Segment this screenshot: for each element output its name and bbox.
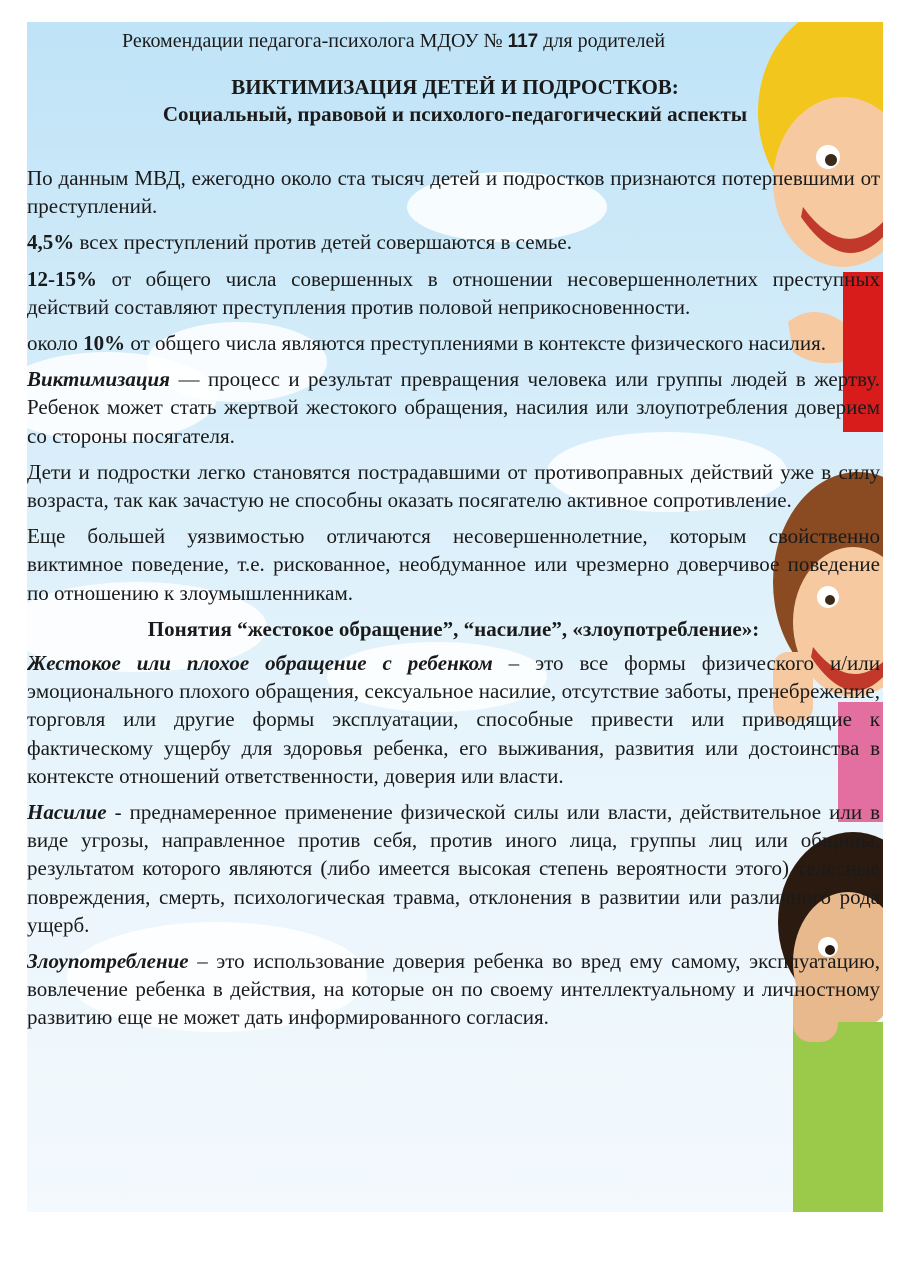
definition-text: – это использование доверия ребенка во вред ему самому, эксплуатацию, вовлечение ребенка в действия, на которые он по своему интеллектуальному и личностному развитию еще не может дать информированного согласия. [27,949,880,1030]
paragraph-family-crimes [27,228,880,256]
paragraph-prefix: около [27,331,84,356]
header-number: 117 [507,31,539,52]
paragraph-mvd-statistics: По данным МВД, ежегодно около ста тысяч детей и подростков признаются потерпевшими от преступлений. [27,166,880,219]
paragraph-victimization-definition [27,365,880,450]
paragraph-victim-behavior: Еще большей уязвимостью отличаются несовершеннолетние, которым свойственно виктимное поведение, т.е. рискованное, необдуманное или чрезмерно доверчивое поведение по отношению к злоумышленникам. [27,524,880,605]
stat-value: 4,5% [27,230,75,255]
header-suffix: для родителей [543,30,666,52]
document-title [27,74,883,128]
document-content [27,22,883,1212]
paragraph-text: всех преступлений против детей совершаются в семье. [74,230,573,255]
paragraph-abuse-definition [27,649,880,790]
paragraph-physical-violence [27,329,880,357]
concepts-subheading: Понятия “жестокое обращение”, “насилие”, «злоупотребление»: [147,616,760,641]
definition-text: - преднамеренное применение физической силы или власти, действительное или в виде угрозы, направленное против себя, против иного лица, группы лиц или общины, результатом которого являются (либо имеется высокая степень вероятности этого) телесные повреждения, смерть, психологическая травма, отклонения в развитии или различного рода ущерб. [27,800,880,937]
document-body [27,164,880,1040]
document-header [122,30,822,53]
defined-term: Насилие [27,800,107,825]
paragraph-misuse-definition [27,947,880,1032]
definition-text: — процесс и результат превращения человека или группы людей в жертву. Ребенок может стать жертвой жестокого обращения, насилия или злоупотребления доверием со стороны посягателя. [27,367,880,448]
stat-value: 10% [83,331,126,356]
title-line-2: Социальный, правовой и психолого-педагогический аспекты [162,102,748,126]
paragraph-age-vulnerability: Дети и подростки легко становятся пострадавшими от противоправных действий уже в силу возраста, так как зачастую не способны оказать посягателю активное сопротивление. [27,459,880,513]
definition-text: – это все формы физического и/или эмоционального плохого обращения, сексуальное насилие, отсутствие заботы, пренебрежение, торговля или другие формы эксплуатации, способные привести или приводящие к фактическому ущербу для здоровья ребенка, его выживания, развития или достоинства в контексте отношений ответственности, доверия или власти. [27,651,881,788]
paragraph-text: от общего числа являются преступлениями в контексте физического насилия. [125,331,827,356]
stat-value: 12-15% [27,266,97,291]
defined-term: Жестокое или плохое обращение с ребенком [27,651,493,676]
title-line-1: ВИКТИМИЗАЦИЯ ДЕТЕЙ И ПОДРОСТКОВ: [231,75,679,99]
paragraph-violence-definition [27,798,880,939]
header-prefix: Рекомендации педагога-психолога МДОУ № [122,30,503,52]
defined-term: Виктимизация [27,367,171,392]
defined-term: Злоупотребление [27,949,189,974]
paragraph-text: от общего числа совершенных в отношении несовершеннолетних преступных действий составляют преступления против половой неприкосновенности. [27,266,880,319]
paragraph-sexual-crimes [27,265,880,321]
poster-background [27,22,883,1212]
